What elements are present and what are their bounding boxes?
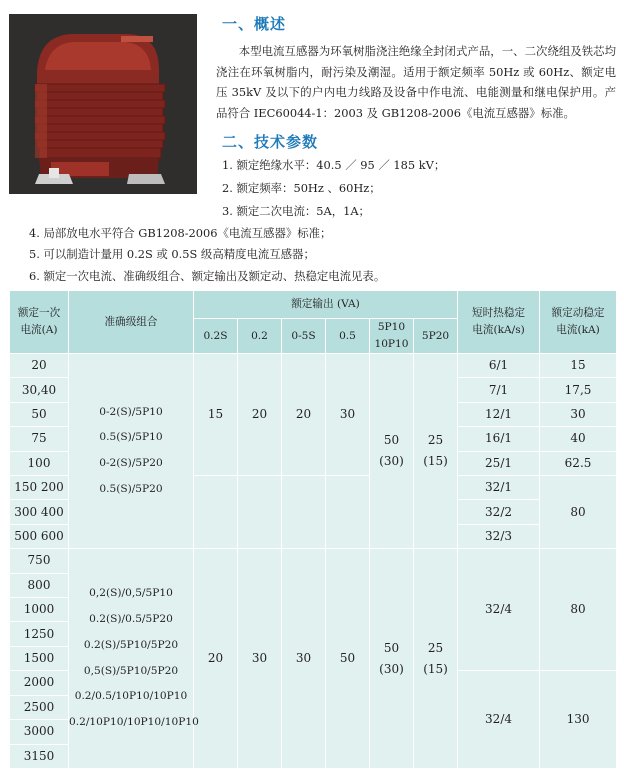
- dynamic-cell: 130: [540, 671, 617, 769]
- output-cell: 25 (15): [414, 354, 458, 549]
- param-item: 3. 额定二次电流：5A，1A；: [222, 204, 370, 218]
- thermal-cell: 32/3: [458, 524, 540, 548]
- param-item: 2. 额定频率：50Hz 、60Hz；: [222, 181, 381, 195]
- accuracy-combos-group-a: 0-2(S)/5P10 0.5(S)/5P10 0-2(S)/5P20 0.5(S)/5P20: [69, 354, 194, 549]
- dynamic-cell: 80: [540, 476, 617, 549]
- param-item: 6. 额定一次电流、准确级组合、额定输出及额定动、热稳定电流见表。: [29, 269, 386, 283]
- param-item: 1. 额定绝缘水平：40.5 ／ 95 ／ 185 kV；: [222, 158, 446, 172]
- output-cell: 30: [282, 549, 326, 769]
- header-rated-output: 额定输出 (VA): [194, 291, 458, 319]
- primary-current-cell: 750: [10, 549, 69, 573]
- output-cell: 50 (30): [370, 354, 414, 549]
- output-cell: 20: [282, 354, 326, 476]
- overview-title: 一、概述: [222, 15, 287, 33]
- header-output-col: 0.5: [326, 319, 370, 354]
- spec-table: [9, 290, 617, 769]
- primary-current-cell: 2500: [10, 695, 69, 719]
- primary-current-cell: 150 200: [10, 476, 69, 500]
- header-output-col: 5P20: [414, 319, 458, 354]
- output-cell: 30: [238, 549, 282, 769]
- thermal-cell: 32/2: [458, 500, 540, 524]
- output-cell: 15: [194, 354, 238, 476]
- thermal-cell: 16/1: [458, 427, 540, 451]
- dynamic-cell: 40: [540, 427, 617, 451]
- output-cell: 50: [326, 549, 370, 769]
- primary-current-cell: 30,40: [10, 378, 69, 402]
- output-cell: 20: [238, 354, 282, 476]
- header-accuracy-combination: 准确级组合: [69, 291, 194, 354]
- dynamic-cell: 30: [540, 402, 617, 426]
- dynamic-cell: 62.5: [540, 451, 617, 475]
- output-cell: [238, 476, 282, 549]
- output-cell: [194, 476, 238, 549]
- primary-current-cell: 1500: [10, 646, 69, 670]
- overview-text: 本型电流互感器为环氧树脂浇注绝缘全封闭式产品，一、二次绕组及铁芯均浇注在环氧树脂内，耐污染及潮湿。适用于额定频率 50Hz 或 60Hz、额定电压 35kV 及以下的户内电力线路及设备中作电流、电能测量和继电保护用。产品符合 IEC60044-1：2003 及 GB1208-2006《电流互感器》标准。: [216, 44, 616, 120]
- primary-current-cell: 3000: [10, 720, 69, 744]
- current-transformer-image: [9, 14, 197, 194]
- thermal-cell: 7/1: [458, 378, 540, 402]
- header-output-col: 5P10 10P10: [370, 319, 414, 354]
- thermal-cell: 25/1: [458, 451, 540, 475]
- primary-current-cell: 3150: [10, 744, 69, 769]
- thermal-cell: 32/4: [458, 549, 540, 671]
- header-dynamic-current: 额定动稳定 电流(kA): [540, 291, 617, 354]
- thermal-cell: 32/1: [458, 476, 540, 500]
- output-cell: [326, 476, 370, 549]
- primary-current-cell: 1250: [10, 622, 69, 646]
- primary-current-cell: 300 400: [10, 500, 69, 524]
- output-cell: 20: [194, 549, 238, 769]
- primary-current-cell: 50: [10, 402, 69, 426]
- primary-current-cell: 800: [10, 573, 69, 597]
- thermal-cell: 6/1: [458, 354, 540, 378]
- output-cell: 30: [326, 354, 370, 476]
- header-output-col: 0.2S: [194, 319, 238, 354]
- primary-current-cell: 20: [10, 354, 69, 378]
- output-cell: [282, 476, 326, 549]
- primary-current-cell: 500 600: [10, 524, 69, 548]
- primary-current-cell: 1000: [10, 598, 69, 622]
- dynamic-cell: 15: [540, 354, 617, 378]
- header-primary-current: 额定一次 电流(A): [10, 291, 69, 354]
- dynamic-cell: 80: [540, 549, 617, 671]
- product-photo: [9, 14, 197, 194]
- primary-current-cell: 75: [10, 427, 69, 451]
- primary-current-cell: 2000: [10, 671, 69, 695]
- header-output-col: 0-5S: [282, 319, 326, 354]
- primary-current-cell: 100: [10, 451, 69, 475]
- header-thermal-current: 短时热稳定 电流(kA/s): [458, 291, 540, 354]
- params-title: 二、技术参数: [222, 133, 319, 151]
- param-item: 4. 局部放电水平符合 GB1208-2006《电流互感器》标准；: [29, 226, 332, 240]
- header-output-col: 0.2: [238, 319, 282, 354]
- output-cell: 25 (15): [414, 549, 458, 769]
- thermal-cell: 32/4: [458, 671, 540, 769]
- thermal-cell: 12/1: [458, 402, 540, 426]
- dynamic-cell: 17,5: [540, 378, 617, 402]
- output-cell: 50 (30): [370, 549, 414, 769]
- accuracy-combos-group-b: 0,2(S)/0,5/5P10 0.2(S)/0.5/5P20 0.2(S)/5P10/5P20 0,5(S)/5P10/5P20 0.2/0.5/10P10/10P10 0.2/10P10/10P10/10P10: [69, 549, 194, 769]
- param-item: 5. 可以制造计量用 0.2S 或 0.5S 级高精度电流互感器；: [29, 247, 315, 261]
